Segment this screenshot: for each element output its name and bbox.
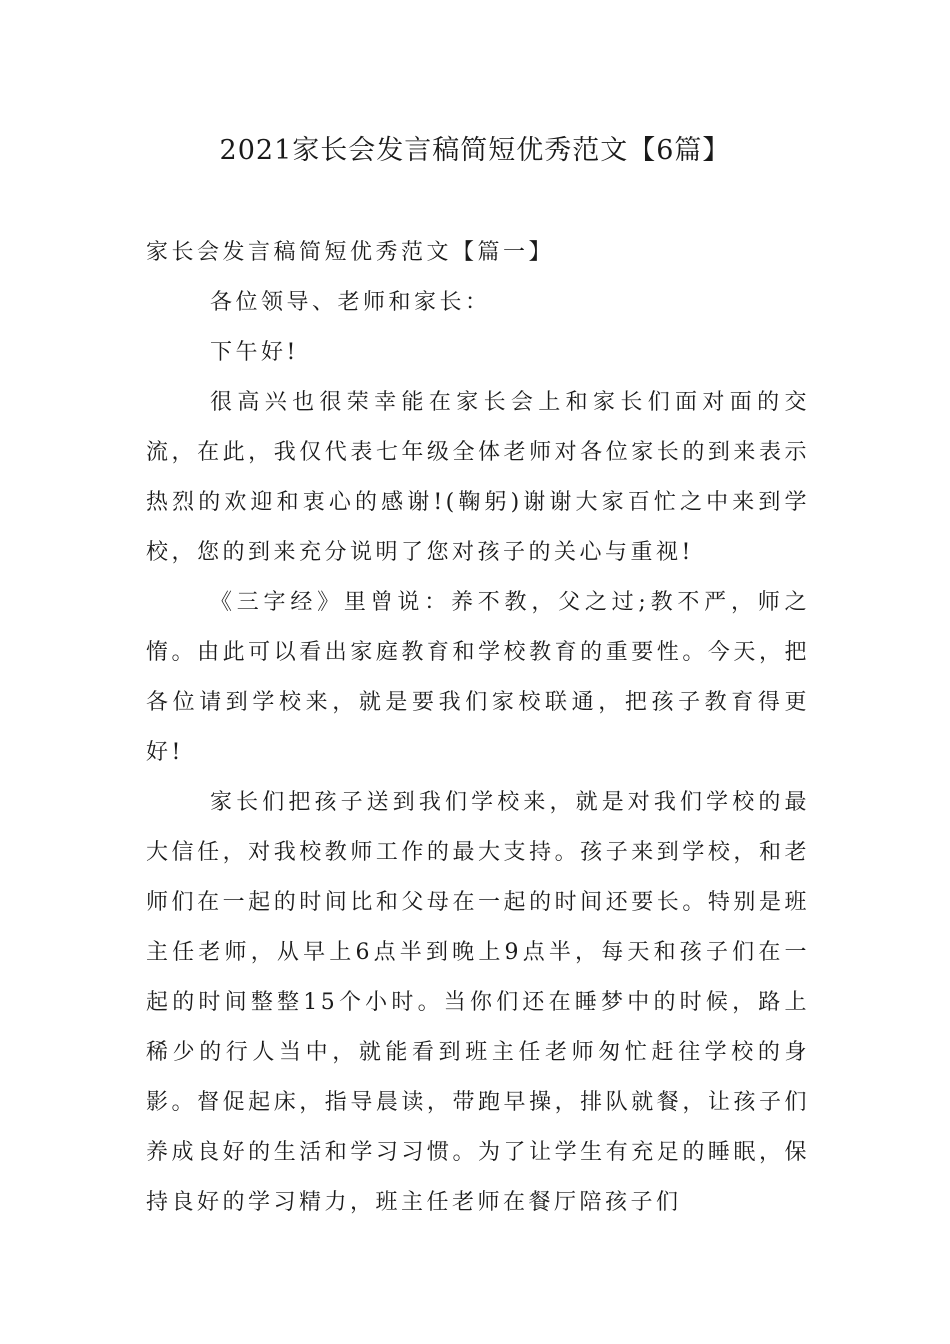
document-body: [146, 228, 810, 1228]
greeting: 下午好!: [210, 340, 299, 365]
paragraph-trust: 家长们把孩子送到我们学校来，就是对我们学校的最大信任，对我校教师工作的最大支持。孩子来到学校，和老师们在一起的时间比和父母在一起的时间还要长。特别是班主任老师，从早上6点半到晚上9点半，每天和孩子们在一起的时间整整15个小时。当你们还在睡梦中的时候，路上稀少的行人当中，就能看到班主任老师匆忙赶往学校的身影。督促起床，指导晨读，带跑早操，排队就餐，让孩子们养成良好的生活和学习习惯。为了让学生有充足的睡眠，保持良好的学习精力，班主任老师在餐厅陪孩子们: [146, 790, 810, 1215]
paragraph-sanzijing: 《三字经》里曾说：养不教，父之过;教不严，师之惰。由此可以看出家庭教育和学校教育的重要性。今天，把各位请到学校来，就是要我们家校联通，把孩子教育得更好!: [146, 590, 810, 765]
section-heading: 家长会发言稿简短优秀范文【篇一】: [146, 240, 555, 265]
paragraph-welcome: 很高兴也很荣幸能在家长会上和家长们面对面的交流，在此，我仅代表七年级全体老师对各位家长的到来表示热烈的欢迎和衷心的感谢!(鞠躬)谢谢大家百忙之中来到学校，您的到来充分说明了您对孩子的关心与重视!: [146, 390, 810, 565]
document-title: 2021家长会发言稿简短优秀范文【6篇】: [219, 135, 731, 166]
salutation: 各位领导、老师和家长：: [210, 290, 491, 315]
